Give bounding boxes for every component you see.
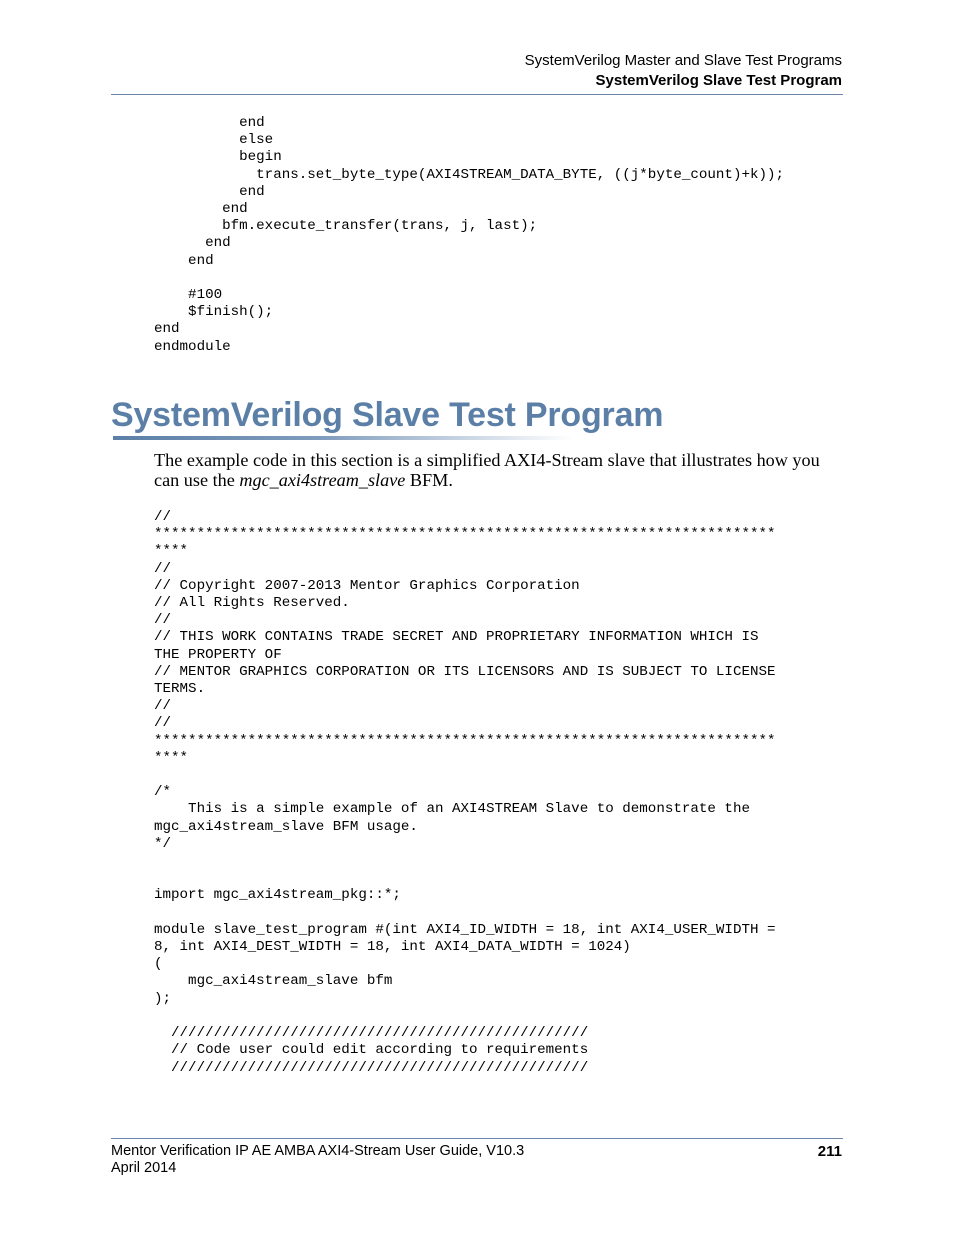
intro-paragraph [154,450,844,490]
intro-text-after: BFM. [405,470,453,490]
header-divider [111,94,843,95]
header-section: SystemVerilog Slave Test Program [595,72,842,89]
code-block-main: // ************************************************************************* **** // // Copyright 2007-2013 Mentor Graphics Corporation // All Rights Reserved. // // THIS WORK CONTAINS TRADE SECRET AND PROPRIETARY INFORMATION WHICH IS THE PROPERTY OF // MENTOR GRAPHICS CORPORATION OR ITS LICENSORS AND IS SUBJECT TO LICENSE TERMS. // // ************************************************************************* **** /* This is a simple example of an AXI4STREAM Slave to demonstrate the mgc_axi4stream_slave BFM usage. */ import mgc_axi4stream_pkg::*; module slave_test_program #(int AXI4_ID_WIDTH = 18, int AXI4_USER_WIDTH = 8, int AXI4_DEST_WIDTH = 18, int AXI4_DATA_WIDTH = 1024) ( mgc_axi4stream_slave bfm ); ///////////////////////////////////////////////// // Code user could edit according to requirements ///////////////////////////////////////////////// [154,509,776,1076]
code-block-top: end else begin trans.set_byte_type(AXI4STREAM_DATA_BYTE, ((j*byte_count)+k)); end end bfm.execute_transfer(trans, j, last); end end #100 $finish(); end endmodule [154,115,785,355]
footer-title: Mentor Verification IP AE AMBA AXI4-Stream User Guide, V10.3 [111,1143,525,1159]
header-chapter: SystemVerilog Master and Slave Test Programs [524,52,842,69]
footer-date: April 2014 [111,1160,177,1176]
footer-divider [111,1138,843,1139]
footer-info [111,1143,524,1177]
intro-text-before: The example code in this section is a simplified AXI4-Stream slave that illustrates how you can use the [154,450,820,490]
page-number: 211 [817,1143,842,1160]
section-title-underline [113,436,573,440]
running-header [525,51,842,91]
section-title: SystemVerilog Slave Test Program [111,396,664,434]
intro-italic-term: mgc_axi4stream_slave [239,470,406,490]
